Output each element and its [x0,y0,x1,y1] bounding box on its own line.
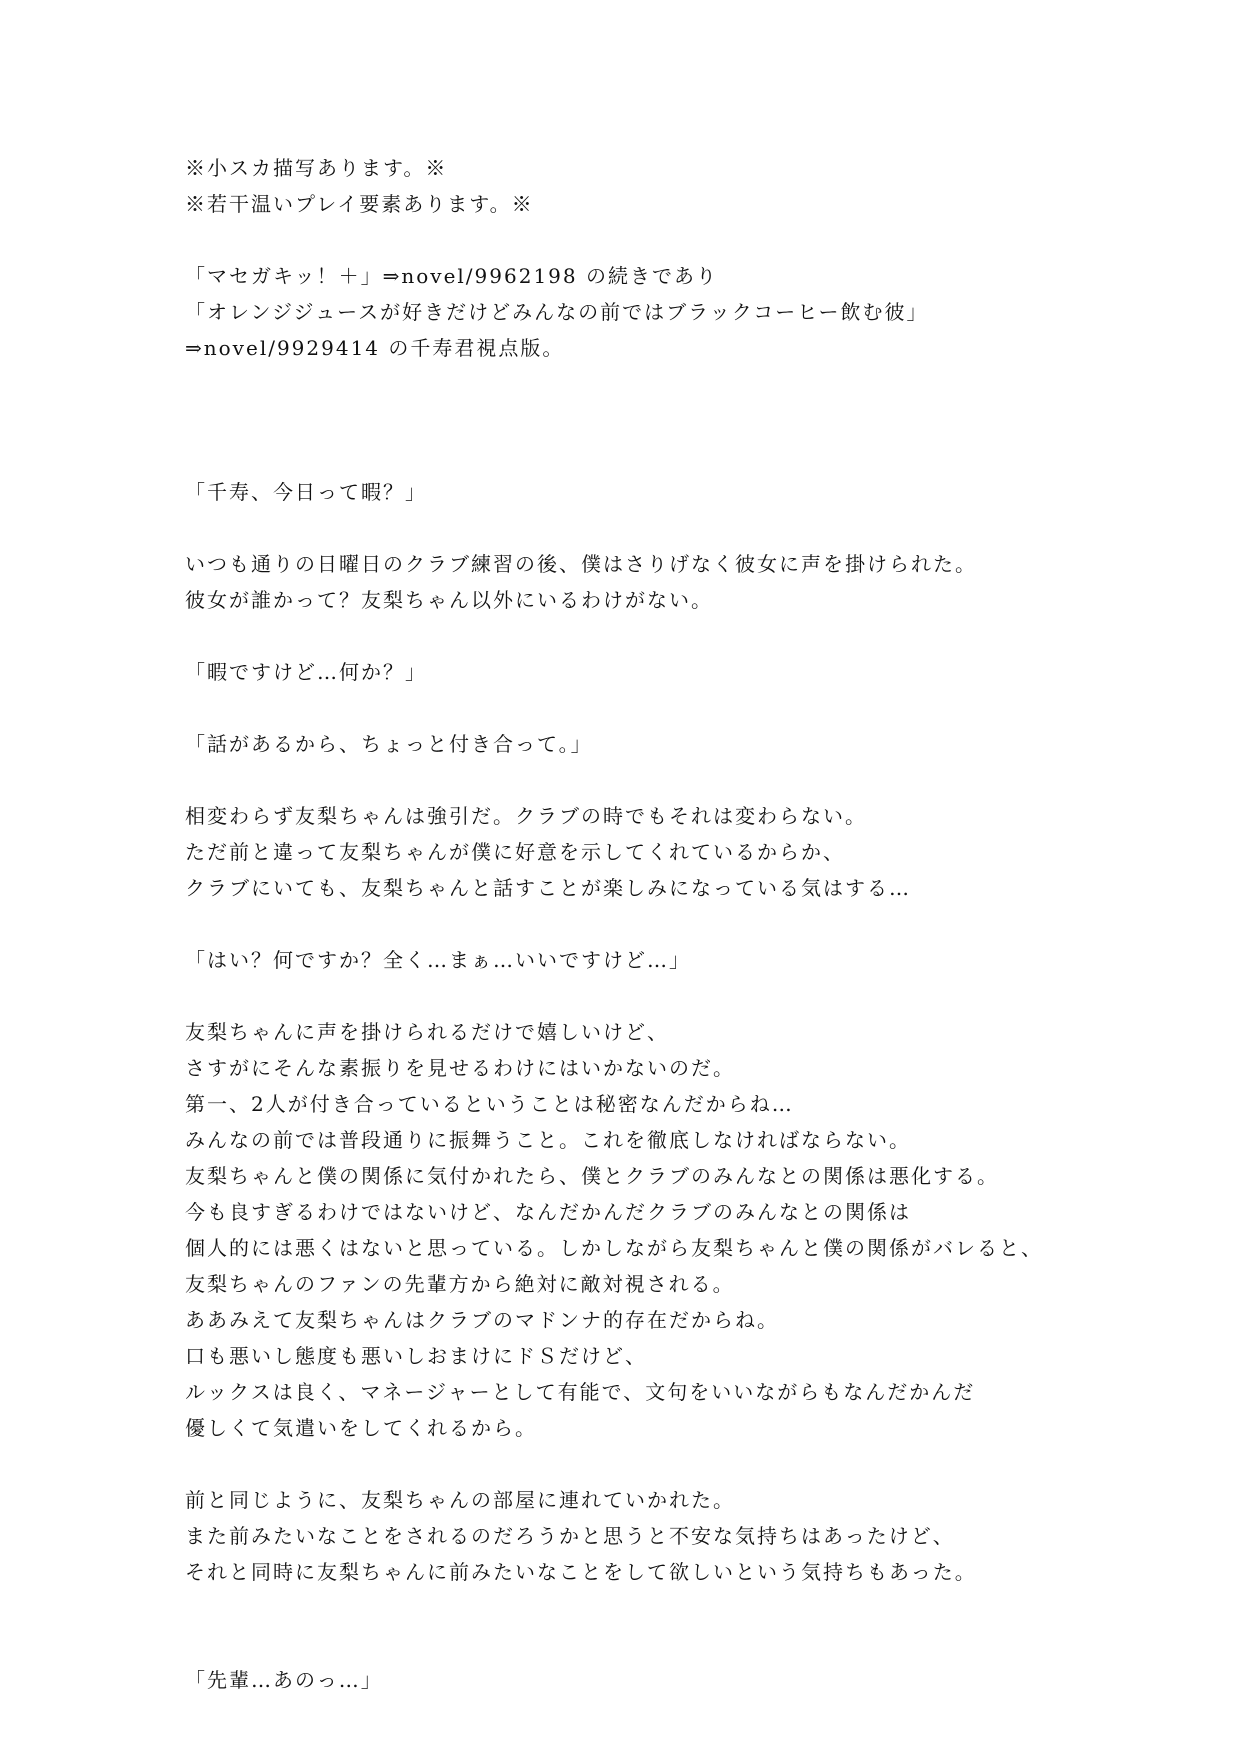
text-line: 個人的には悪くはないと思っている。しかしながら友梨ちゃんと僕の関係がバレると、 [185,1236,1043,1260]
note-line: ※若干温いプレイ要素あります。※ [185,192,534,216]
blank-line [185,1626,1085,1662]
blank-line [185,510,1085,546]
blank-line [185,978,1085,1014]
text-line: 優しくて気遣いをしてくれるから。 [185,1416,537,1440]
text-line: 口も悪いし態度も悪いしおまけにドＳだけど、 [185,1344,647,1368]
text-line: ルックスは良く、マネージャーとして有能で、文句をいいながらもなんだかんだ [185,1380,976,1404]
blank-line [185,438,1085,474]
blank-line [185,402,1085,438]
dialogue-line: 「話があるから、ちょっと付き合って。」 [185,732,593,756]
document-body [185,150,1085,1698]
dialogue-line: 「先輩…あのっ…」 [185,1668,383,1692]
blank-line [185,222,1085,258]
dialogue-line: 「千寿、今日って暇？」 [185,480,427,504]
blank-line [185,1446,1085,1482]
text-line: 相変わらず友梨ちゃんは強引だ。クラブの時でもそれは変わらない。 [185,804,867,828]
text-line: いつも通りの日曜日のクラブ練習の後、僕はさりげなく彼女に声を掛けられた。 [185,552,977,576]
dialogue-line: 「はい？何ですか？全く…まぁ…いいですけど…」 [185,948,691,972]
text-line: 友梨ちゃんに声を掛けられるだけで嬉しいけど、 [185,1020,669,1044]
dialogue-line: 「暇ですけど…何か？」 [185,660,427,684]
series-line: ⇒novel/9929414 の千寿君視点版。 [185,336,565,360]
series-line: 「マセガキッ！＋」⇒novel/9962198 の続きであり [185,264,718,288]
text-line: 友梨ちゃんと僕の関係に気付かれたら、僕とクラブのみんなとの関係は悪化する。 [185,1164,999,1188]
text-line: また前みたいなことをされるのだろうかと思うと不安な気持ちはあったけど、 [185,1524,955,1548]
text-line: 前と同じように、友梨ちゃんの部屋に連れていかれた。 [185,1488,735,1512]
blank-line [185,1590,1085,1626]
text-line: さすがにそんな素振りを見せるわけにはいかないのだ。 [185,1056,735,1080]
text-line: 第一、2人が付き合っているということは秘密なんだからね… [185,1092,794,1116]
note-line: ※小スカ描写あります。※ [185,156,448,180]
text-line: クラブにいても、友梨ちゃんと話すことが楽しみになっている気はする… [185,876,911,900]
text-line: それと同時に友梨ちゃんに前みたいなことをして欲しいという気持ちもあった。 [185,1560,977,1584]
text-line: 今も良すぎるわけではないけど、なんだかんだクラブのみんなとの関係は [185,1200,911,1224]
text-line: 友梨ちゃんのファンの先輩方から絶対に敵対視される。 [185,1272,735,1296]
blank-line [185,762,1085,798]
text-line: みんなの前では普段通りに振舞うこと。これを徹底しなければならない。 [185,1128,911,1152]
text-line: ああみえて友梨ちゃんはクラブのマドンナ的存在だからね。 [185,1308,779,1332]
blank-line [185,366,1085,402]
blank-line [185,690,1085,726]
blank-line [185,618,1085,654]
series-line: 「オレンジジュースが好きだけどみんなの前ではブラックコーヒー飲む彼」 [185,300,929,324]
text-line: 彼女が誰かって？友梨ちゃん以外にいるわけがない。 [185,588,713,612]
text-line: ただ前と違って友梨ちゃんが僕に好意を示してくれているからか、 [185,840,845,864]
blank-line [185,906,1085,942]
